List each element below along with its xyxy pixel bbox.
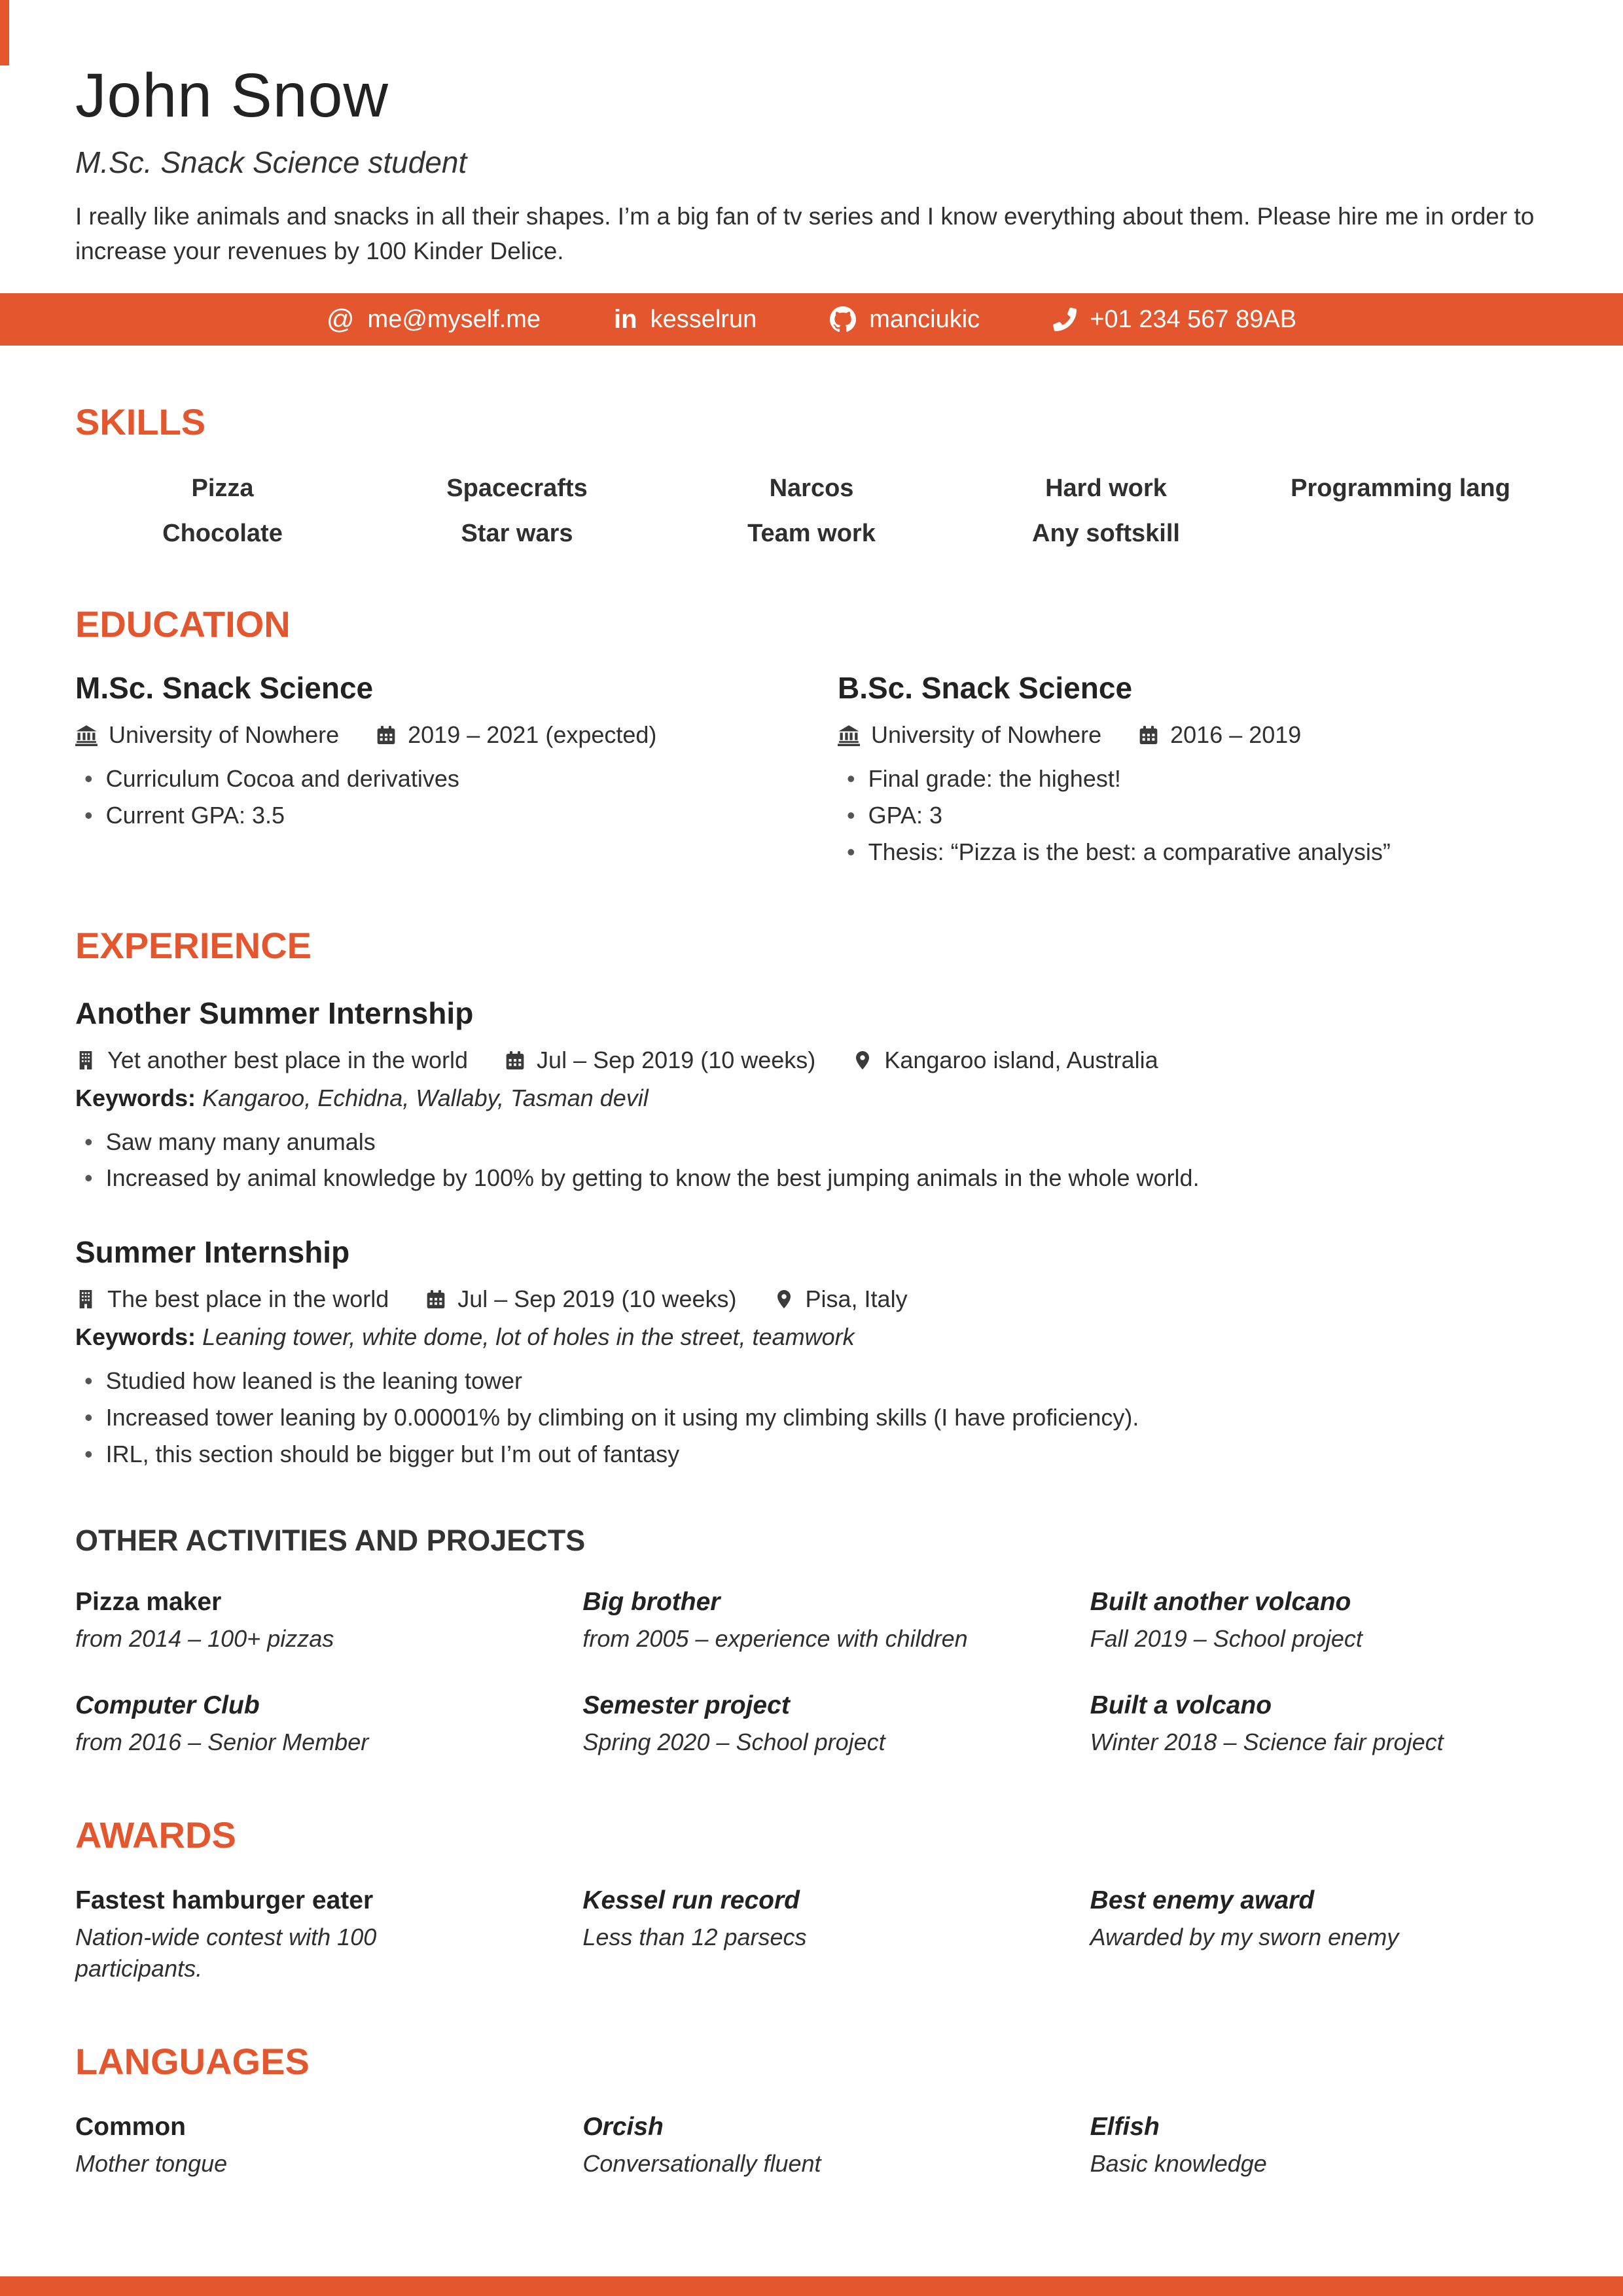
language-name: Common (75, 2113, 186, 2142)
activities-grid (75, 1588, 1548, 1759)
experience-info-line (75, 1285, 1548, 1313)
contact-github-value: manciukic (869, 305, 980, 333)
activity-item (582, 1691, 1040, 1759)
keywords-line (75, 1085, 1548, 1112)
skill-item: Any softskill (1032, 520, 1180, 548)
activity-item (75, 1588, 533, 1655)
language-item (75, 2113, 533, 2180)
award-item (1090, 1886, 1548, 1954)
section-title-skills: SKILLS (75, 401, 206, 443)
activity-title: Computer Club (75, 1691, 260, 1720)
bullet-text: • Curriculum Cocoa and derivatives (105, 765, 459, 793)
experience-bullets (75, 1125, 1548, 1196)
contact-bar (0, 293, 1623, 346)
company-name: Yet another best place in the world (107, 1046, 469, 1073)
map-pin-icon (852, 1050, 873, 1071)
bullet-text: • Studied how leaned is the leaning tower (105, 1367, 523, 1395)
corner-accent-bar (0, 0, 9, 65)
activity-item (1090, 1588, 1548, 1655)
skill-item: Programming lang (1291, 475, 1510, 503)
skill-item: Hard work (1045, 475, 1167, 503)
experience-info-line (75, 1047, 1548, 1074)
skill-item: Spacecrafts (446, 475, 588, 503)
github-icon (830, 306, 856, 332)
location (852, 1047, 1158, 1074)
period-text: 2016 – 2019 (1170, 721, 1302, 749)
calendar-icon (1138, 725, 1159, 745)
bullet-item (838, 762, 1548, 796)
period (376, 721, 656, 749)
contact-email[interactable] (327, 306, 541, 334)
award-subtitle: Less than 12 parsecs (582, 1923, 807, 1950)
language-item (582, 2113, 1040, 2180)
location (774, 1285, 908, 1313)
language-name: Elfish (1090, 2113, 1160, 2142)
bullet-text: • Increased tower leaning by 0.00001% by climbing on it using my climbing skills (I have proficiency). (105, 1404, 1139, 1431)
calendar-icon (376, 725, 397, 745)
activity-subtitle: from 2016 – Senior Member (75, 1729, 369, 1756)
skill-item: Chocolate (162, 520, 283, 548)
university-icon (75, 724, 98, 746)
section-title-languages: LANGUAGES (75, 2041, 310, 2083)
job-title: Another Summer Internship (75, 996, 474, 1030)
education-bullets (75, 762, 785, 833)
award-title: Kessel run record (582, 1886, 800, 1914)
location-text: Kangaroo island, Australia (884, 1046, 1158, 1073)
contact-phone[interactable] (1053, 306, 1296, 334)
language-level: Mother tongue (75, 2150, 228, 2178)
activity-item (1090, 1691, 1548, 1759)
bullet-text: • Current GPA: 3.5 (105, 801, 285, 829)
activity-title: Semester project (582, 1691, 790, 1720)
period-text: Jul – Sep 2019 (10 weeks) (537, 1046, 816, 1073)
contact-github[interactable] (830, 306, 980, 334)
skills-grid (75, 475, 1548, 548)
period (1138, 721, 1301, 749)
institution-name: University of Nowhere (109, 721, 340, 749)
keywords-value: Leaning tower, white dome, lot of holes in the street, teamwork (202, 1323, 855, 1351)
person-name: John Snow (75, 61, 389, 130)
activity-subtitle: from 2014 – 100+ pizzas (75, 1624, 334, 1652)
map-pin-icon (774, 1289, 794, 1310)
bullet-text: • GPA: 3 (868, 801, 942, 829)
skill-item: Narcos (769, 475, 854, 503)
activity-title: Built a volcano (1090, 1691, 1272, 1720)
keywords-label: Keywords: (75, 1323, 196, 1351)
summary-text: I really like animals and snacks in all their shapes. I’m a big fan of tv series and I know everything about them. Please hire me in order to increase your revenues by 100 Kinder Delice. (75, 203, 1535, 264)
experience-entry (75, 996, 1548, 1196)
degree-title: M.Sc. Snack Science (75, 671, 374, 706)
activity-subtitle: from 2005 – experience with children (582, 1624, 968, 1652)
bullet-item (75, 1161, 1548, 1195)
bullet-item (75, 1125, 1548, 1159)
bullet-text: • Thesis: “Pizza is the best: a comparative analysis” (868, 838, 1391, 865)
education-entry (75, 670, 785, 833)
keywords-line (75, 1323, 1548, 1351)
skill-item: Pizza (191, 475, 254, 503)
activity-title: Pizza maker (75, 1587, 222, 1616)
activity-title: Built another volcano (1090, 1587, 1351, 1616)
activity-title: Big brother (582, 1587, 721, 1616)
education-grid (75, 670, 1548, 869)
institution (75, 721, 339, 749)
award-subtitle: Nation-wide contest with 100 participants. (75, 1923, 377, 1982)
languages-grid (75, 2113, 1548, 2180)
keywords-value: Kangaroo, Echidna, Wallaby, Tasman devil (202, 1084, 649, 1111)
person-subtitle: M.Sc. Snack Science student (75, 145, 467, 179)
job-title: Summer Internship (75, 1235, 350, 1270)
period (505, 1047, 815, 1074)
period (425, 1285, 736, 1313)
building-icon (75, 1050, 96, 1071)
activity-item (582, 1588, 1040, 1655)
linkedin-icon: in (614, 305, 637, 334)
experience-bullets (75, 1364, 1548, 1471)
bullet-item (838, 835, 1548, 869)
resume-body (0, 401, 1623, 2180)
bullet-text: • Increased by animal knowledge by 100% by getting to know the best jumping animals in the whole world. (105, 1164, 1200, 1192)
activity-item (75, 1691, 533, 1759)
section-title-awards: AWARDS (75, 1814, 236, 1856)
company-name: The best place in the world (107, 1285, 389, 1313)
bullet-item (838, 798, 1548, 833)
location-text: Pisa, Italy (805, 1285, 908, 1313)
phone-icon (1053, 308, 1077, 331)
contact-linkedin[interactable] (614, 306, 757, 334)
keywords-label: Keywords: (75, 1084, 196, 1111)
activity-subtitle: Fall 2019 – School project (1090, 1624, 1363, 1652)
language-name: Orcish (582, 2113, 664, 2142)
skill-item: Star wars (461, 520, 573, 548)
section-title-education: EDUCATION (75, 603, 291, 645)
experience-entry (75, 1234, 1548, 1471)
bullet-text: • Final grade: the highest! (868, 765, 1121, 793)
header (0, 0, 1623, 268)
contact-email-value: me@myself.me (367, 305, 541, 333)
education-entry (838, 670, 1548, 869)
bullet-text: • IRL, this section should be bigger but I’m out of fantasy (105, 1440, 680, 1467)
period-text: Jul – Sep 2019 (10 weeks) (457, 1285, 737, 1313)
at-icon: @ (326, 304, 355, 335)
bullet-item (75, 798, 785, 833)
award-subtitle: Awarded by my sworn enemy (1090, 1923, 1399, 1950)
contact-linkedin-value: kesselrun (650, 305, 757, 333)
award-item (75, 1886, 533, 1985)
award-title: Fastest hamburger eater (75, 1886, 374, 1914)
award-item (582, 1886, 1040, 1954)
language-level: Conversationally fluent (582, 2150, 821, 2178)
institution (838, 721, 1101, 749)
bullet-item (75, 1401, 1548, 1435)
section-title-activities: OTHER ACTIVITIES AND PROJECTS (75, 1523, 586, 1557)
calendar-icon (425, 1289, 446, 1310)
education-bullets (838, 762, 1548, 869)
activity-subtitle: Winter 2018 – Science fair project (1090, 1729, 1444, 1756)
award-title: Best enemy award (1090, 1886, 1315, 1914)
language-item (1090, 2113, 1548, 2180)
skill-item: Team work (747, 520, 876, 548)
education-info-line (75, 721, 785, 749)
period-text: 2019 – 2021 (expected) (408, 721, 657, 749)
footer-accent-bar (0, 2276, 1623, 2296)
bullet-item (75, 1437, 1548, 1471)
bullet-item (75, 1364, 1548, 1398)
awards-grid (75, 1886, 1548, 1985)
calendar-icon (505, 1050, 526, 1071)
activity-subtitle: Spring 2020 – School project (582, 1729, 885, 1756)
language-level: Basic knowledge (1090, 2150, 1267, 2178)
company (75, 1047, 468, 1074)
section-title-experience: EXPERIENCE (75, 924, 312, 966)
company (75, 1285, 389, 1313)
contact-phone-value: +01 234 567 89AB (1090, 305, 1297, 333)
university-icon (838, 724, 860, 746)
building-icon (75, 1289, 96, 1310)
institution-name: University of Nowhere (871, 721, 1102, 749)
education-info-line (838, 721, 1548, 749)
bullet-item (75, 762, 785, 796)
degree-title: B.Sc. Snack Science (838, 671, 1133, 706)
bullet-text: • Saw many many anumals (105, 1128, 376, 1155)
